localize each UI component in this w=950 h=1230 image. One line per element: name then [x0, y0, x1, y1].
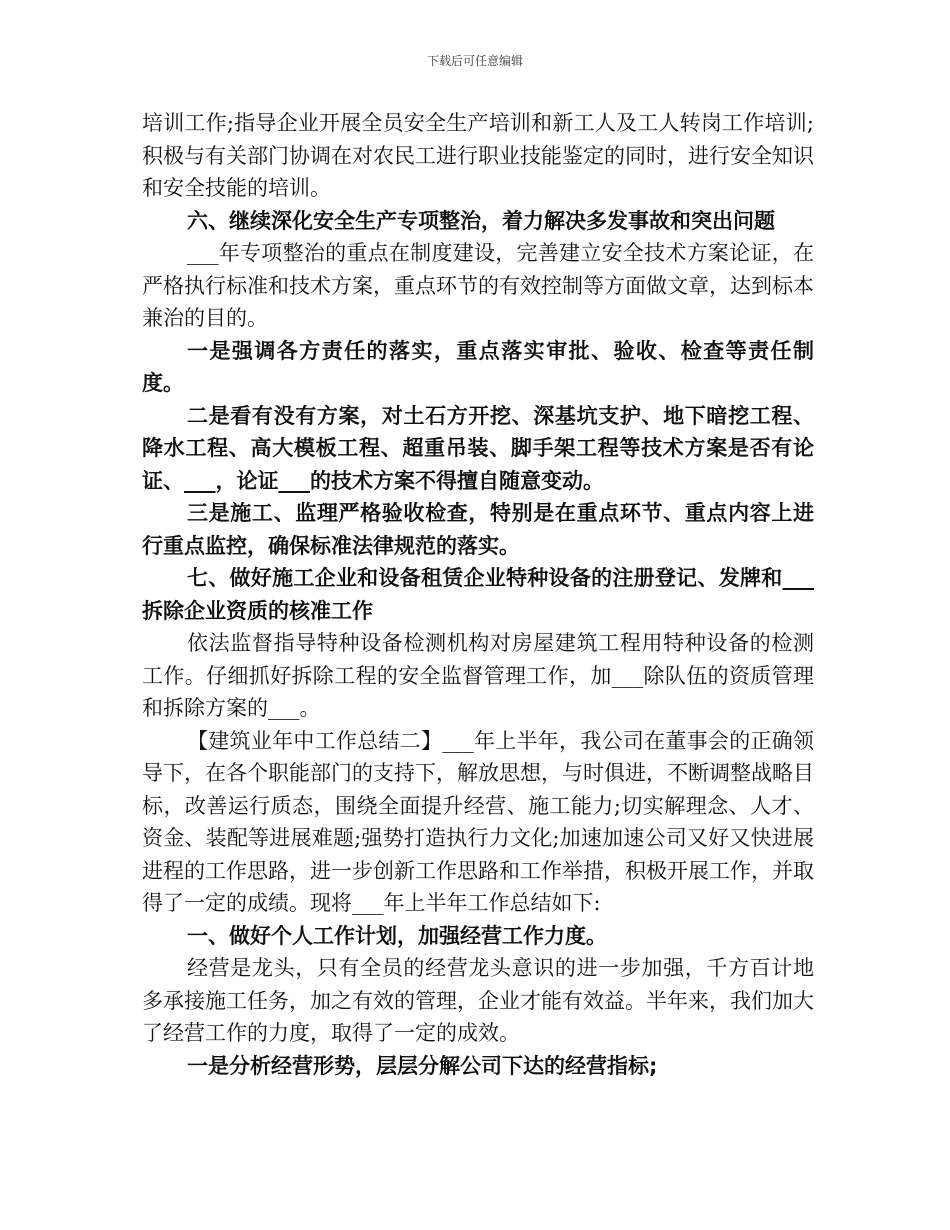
point-one-responsibility: 一是强调各方责任的落实，重点落实审批、验收、检查等责任制度。	[142, 338, 814, 395]
paragraph-business-operations: 经营是龙头，只有全员的经营龙头意识的进一步加强，千方百计地多承接施工任务，加之有效的管理，企业才能有效益。半年来，我们加大了经营工作的力度，取得了一定的成效。	[142, 956, 814, 1045]
paragraph-training-continued: 培训工作;指导企业开展全员安全生产培训和新工人及工人转岗工作培训;积极与有关部门协调在对农民工进行职业技能鉴定的同时，进行安全知识和安全技能的培训。	[142, 111, 814, 200]
section-heading-one: 一、做好个人工作计划，加强经营工作力度。	[187, 923, 607, 948]
point-two-plans: 二是看有没有方案，对土石方开挖、深基坑支护、地下暗挖工程、降水工程、高大模板工程、超重吊装、脚手架工程等技术方案是否有论证、___，论证___的技术方案不得擅自随意变动。	[142, 403, 814, 493]
section-heading-six: 六、继续深化安全生产专项整治，着力解决多发事故和突出问题	[187, 208, 775, 233]
page-header-note: 下载后可任意编辑	[426, 54, 523, 68]
document-body	[142, 107, 814, 1082]
paragraph-summary-two-intro: 【建筑业年中工作总结二】___年上半年，我公司在董事会的正确领导下，在各个职能部门的支持下，解放思想，与时俱进，不断调整战略目标，改善运行质态，围绕全面提升经营、施工能力;切实解理念、人才、资金、装配等进展难题;强势打造执行力文化;加速加速公司又好又快进展进程的工作思路，进一步创新工作思路和工作举措，积极开展工作，并取得了一定的成绩。现将___年上半年工作总结如下:	[142, 728, 814, 915]
paragraph-special-rectification: ___年专项整治的重点在制度建设，完善建立安全技术方案论证，在严格执行标准和技术方案，重点环节的有效控制等方面做文章，达到标本兼治的目的。	[142, 241, 814, 330]
point-one-analysis: 一是分析经营形势，层层分解公司下达的经营指标;	[187, 1053, 658, 1078]
section-heading-seven: 七、做好施工企业和设备租赁企业特种设备的注册登记、发牌和___拆除企业资质的核准工作	[142, 566, 814, 623]
paragraph-equipment-supervision: 依法监督指导特种设备检测机构对房屋建筑工程用特种设备的检测工作。仔细抓好拆除工程的安全监督管理工作，加___除队伍的资质管理和拆除方案的___。	[142, 631, 814, 720]
point-three-inspection: 三是施工、监理严格验收检查，特别是在重点环节、重点内容上进行重点监控，确保标准法律规范的落实。	[142, 501, 814, 558]
